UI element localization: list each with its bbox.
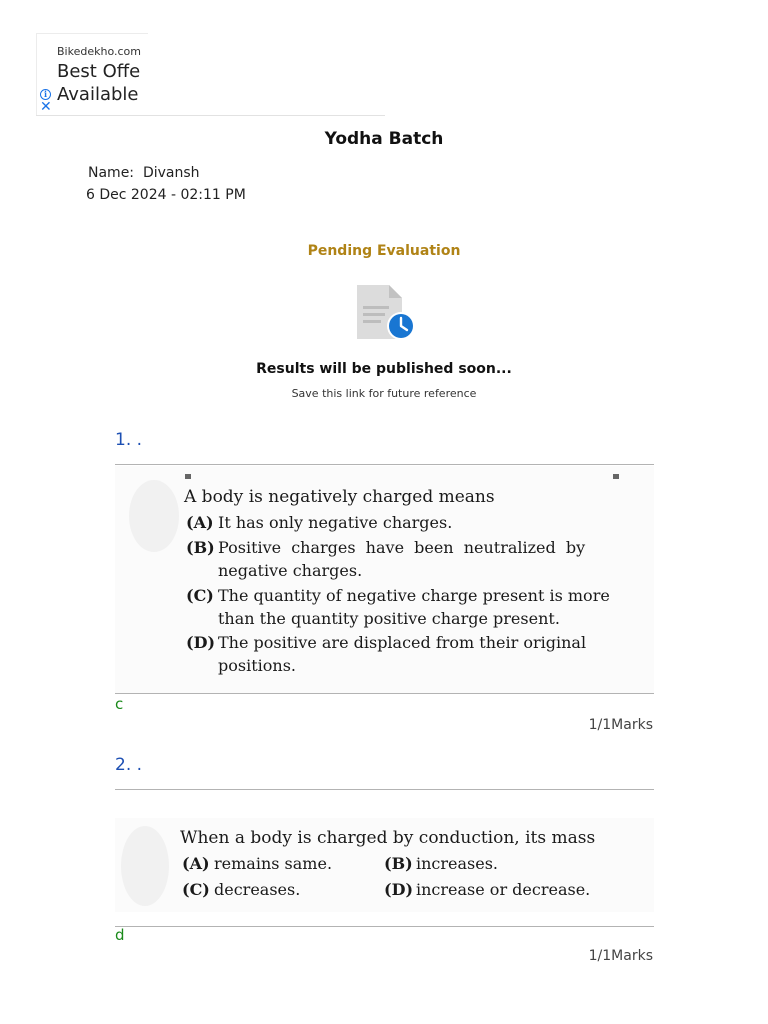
question-1-option-c-text: The quantity of negative charge present is more bbox=[218, 586, 610, 605]
question-1-top-divider bbox=[115, 464, 654, 465]
question-1-text: A body is negatively charged means bbox=[184, 487, 495, 507]
info-icon[interactable]: i bbox=[40, 89, 51, 100]
question-1-option-a-text: It has only negative charges. bbox=[218, 513, 453, 532]
question-1-option-b-text: Positive charges have been neutralized by bbox=[218, 538, 586, 557]
results-message: Results will be published soon... bbox=[256, 361, 512, 377]
question-2-answer: d bbox=[115, 926, 125, 944]
question-2-text: When a body is charged by conduction, its mass bbox=[180, 828, 596, 848]
question-2-option-b-text: increases. bbox=[416, 854, 499, 873]
question-2-image bbox=[115, 818, 654, 912]
question-1-option-d-text-2: positions. bbox=[218, 656, 296, 675]
question-1-option-b-key: (B) bbox=[186, 538, 215, 557]
question-1-image bbox=[115, 466, 654, 693]
question-2-top-divider bbox=[115, 789, 654, 790]
scan-smudge bbox=[121, 826, 169, 906]
name-value: Divansh bbox=[142, 165, 200, 181]
scan-mark bbox=[613, 474, 619, 479]
ad-domain[interactable]: Bikedekho.com bbox=[57, 45, 141, 58]
ad-divider bbox=[36, 115, 385, 116]
question-1-option-a-key: (A) bbox=[186, 513, 214, 532]
question-1-option-c-key: (C) bbox=[186, 586, 214, 605]
question-2-marks: 1/1Marks bbox=[588, 948, 653, 964]
question-2-option-c-text: decreases. bbox=[214, 880, 301, 899]
question-1-option-d-key: (D) bbox=[186, 633, 216, 652]
question-2-option-d-key: (D) bbox=[384, 880, 414, 899]
question-1-answer: c bbox=[115, 695, 124, 713]
question-1-option-d-text: The positive are displaced from their original bbox=[218, 633, 587, 652]
status-badge: Pending Evaluation bbox=[307, 243, 461, 259]
advertisement[interactable] bbox=[36, 33, 148, 116]
document-clock-icon bbox=[355, 284, 417, 342]
question-1-marks: 1/1Marks bbox=[588, 717, 653, 733]
question-2-bottom-divider bbox=[115, 926, 654, 927]
question-2-option-c-key: (C) bbox=[182, 880, 210, 899]
scan-mark bbox=[185, 474, 191, 479]
question-1-bottom-divider bbox=[115, 693, 654, 694]
question-2-option-a-key: (A) bbox=[182, 854, 210, 873]
ad-headline-line-1: Best Offe bbox=[57, 61, 141, 82]
close-icon[interactable]: ✕ bbox=[40, 99, 52, 115]
submission-datetime: 6 Dec 2024 - 02:11 PM bbox=[86, 187, 246, 203]
question-1-number: 1. . bbox=[115, 430, 143, 450]
question-1-option-c-text-2: than the quantity positive charge present. bbox=[218, 609, 560, 628]
question-1-option-b-text-2: negative charges. bbox=[218, 561, 363, 580]
ad-headline-line-2: Available bbox=[57, 84, 139, 105]
student-name-row bbox=[88, 165, 200, 181]
ad-headline[interactable] bbox=[57, 60, 140, 106]
question-2-option-d-text: increase or decrease. bbox=[416, 880, 591, 899]
question-2-number: 2. . bbox=[115, 755, 143, 775]
question-2-option-b-key: (B) bbox=[384, 854, 413, 873]
page-title: Yodha Batch bbox=[324, 129, 444, 149]
question-2-option-a-text: remains same. bbox=[214, 854, 333, 873]
scan-smudge bbox=[129, 480, 179, 552]
name-label: Name: bbox=[88, 165, 135, 181]
save-link-note: Save this link for future reference bbox=[291, 387, 477, 400]
